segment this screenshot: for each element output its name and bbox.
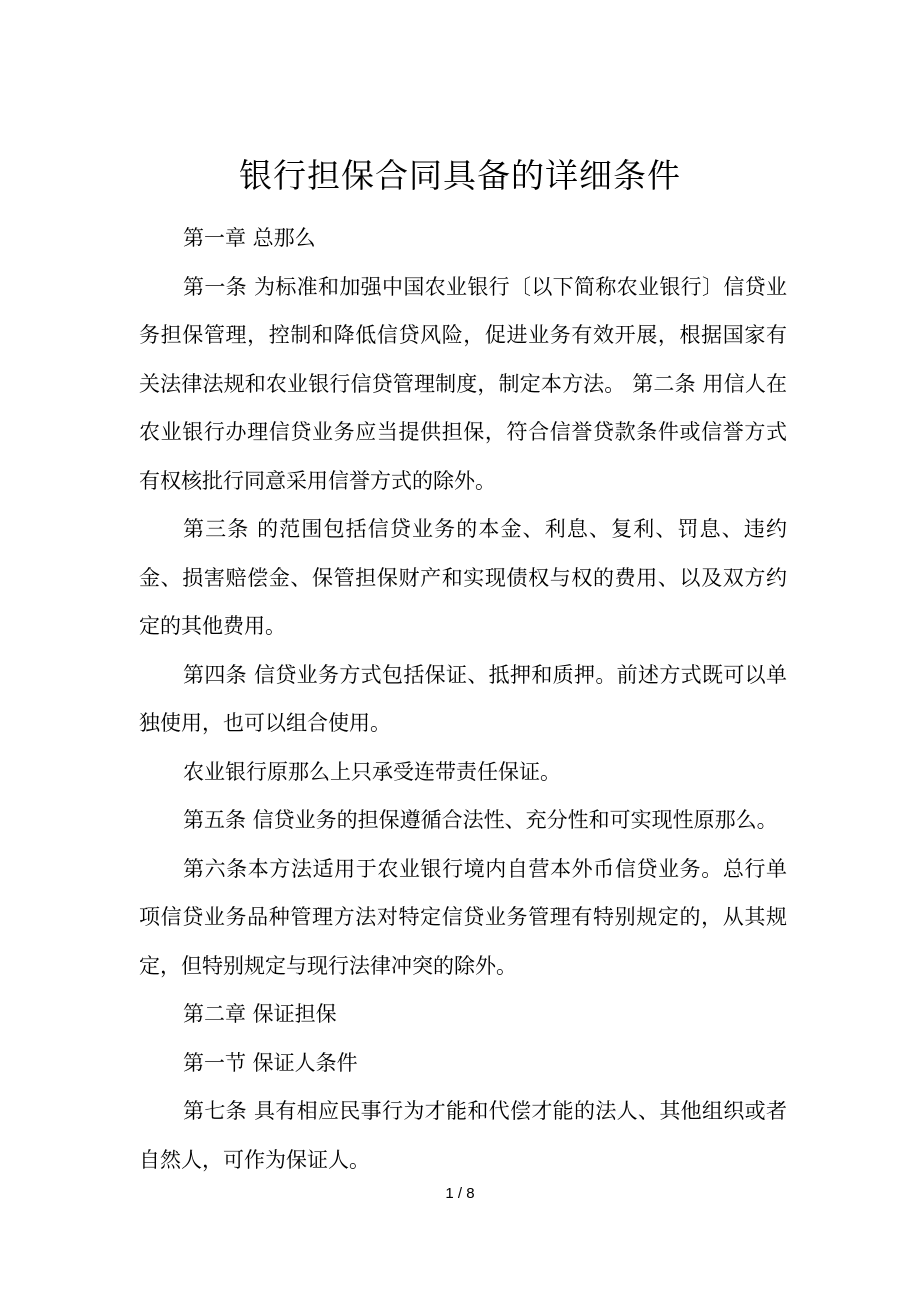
article-1-2-paragraph: 第一条 为标准和加强中国农业银行〔以下简称农业银行〕信贷业务担保管理，控制和降低信贷风险，促进业务有效开展，根据国家有关法律法规和农业银行信贷管理制度，制定本方法。 第二条 用信人在农业银行办理信贷业务应当提供担保，符合信誉贷款条件或信誉方式有权核批行同意采用信誉方式的除外。 (139, 274, 787, 493)
chapter-1-heading: 第一章 总那么 (183, 226, 316, 250)
article-7-paragraph: 第七条 具有相应民事行为才能和代偿才能的法人、其他组织或者自然人，可作为保证人。 (139, 1099, 787, 1172)
article-5-paragraph: 第五条 信贷业务的担保遵循合法性、充分性和可实现性原那么。 (183, 808, 778, 832)
page-number: 1 / 8 (445, 1185, 475, 1202)
article-3-paragraph: 第三条 的范围包括信贷业务的本金、利息、复利、罚息、违约金、损害赔偿金、保管担保财产和实现债权与权的费用、以及双方约定的其他费用。 (139, 517, 787, 638)
article-6-paragraph: 第六条本方法适用于农业银行境内自营本外币信贷业务。总行单项信贷业务品种管理方法对特定信贷业务管理有特别规定的，从其规定，但特别规定与现行法律冲突的除外。 (139, 856, 787, 978)
section-1-heading: 第一节 保证人条件 (183, 1050, 358, 1075)
article-4-paragraph: 第四条 信贷业务方式包括保证、抵押和质押。前述方式既可以单独使用，也可以组合使用。 (139, 662, 787, 735)
document-title: 银行担保合同具备的详细条件 (239, 156, 681, 195)
chapter-2-heading: 第二章 保证担保 (183, 1002, 337, 1026)
document-body (139, 214, 787, 1184)
joint-liability-paragraph: 农业银行原那么上只承受连带责任保证。 (183, 759, 561, 784)
